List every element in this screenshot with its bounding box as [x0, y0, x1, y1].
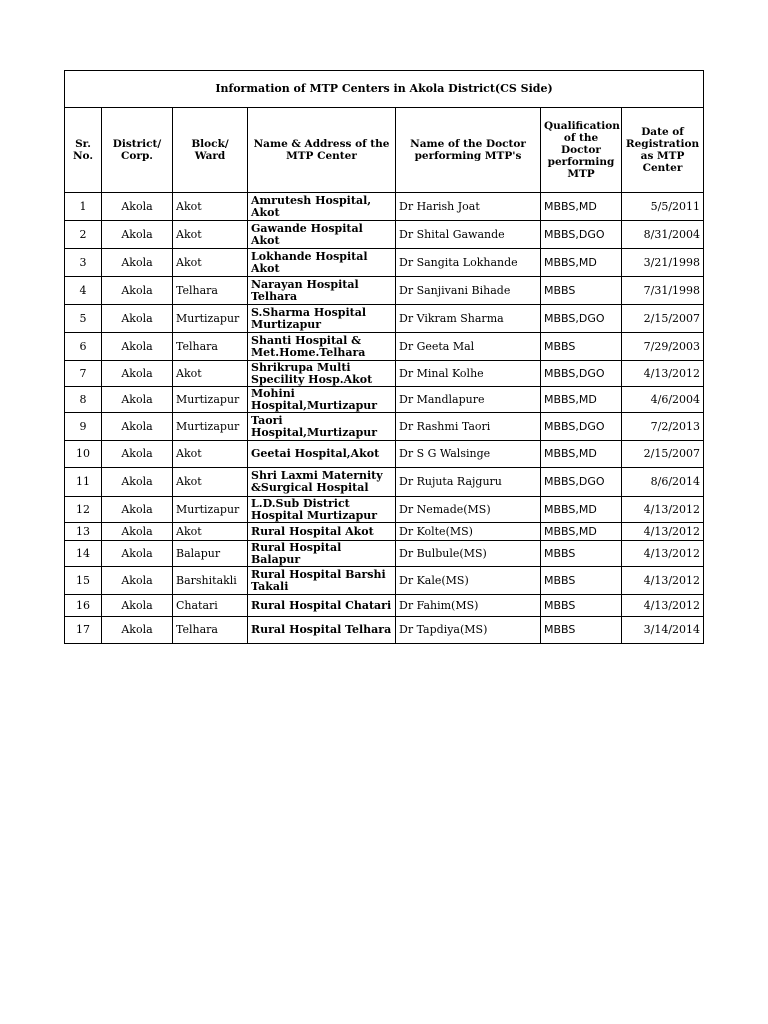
- cell-sr-no: 17: [65, 617, 102, 644]
- cell-center: S.Sharma Hospital Murtizapur: [248, 305, 396, 333]
- table-row: [65, 567, 704, 595]
- cell-center: Gawande Hospital Akot: [248, 221, 396, 249]
- cell-date: 3/21/1998: [622, 249, 704, 277]
- table-row: [65, 441, 704, 468]
- cell-sr-no: 8: [65, 387, 102, 413]
- cell-block: Telhara: [173, 277, 248, 305]
- cell-date: 8/6/2014: [622, 468, 704, 497]
- cell-sr-no: 14: [65, 541, 102, 567]
- cell-doctor: Dr Kale(MS): [396, 567, 541, 595]
- cell-district: Akola: [102, 221, 173, 249]
- cell-block: Akot: [173, 441, 248, 468]
- cell-doctor: Dr Kolte(MS): [396, 523, 541, 541]
- cell-date: 4/6/2004: [622, 387, 704, 413]
- cell-doctor: Dr Bulbule(MS): [396, 541, 541, 567]
- cell-block: Telhara: [173, 333, 248, 361]
- cell-center: Shri Laxmi Maternity &Surgical Hospital: [248, 468, 396, 497]
- cell-doctor: Dr Tapdiya(MS): [396, 617, 541, 644]
- table-row: [65, 387, 704, 413]
- table-row: [65, 595, 704, 617]
- cell-doctor: Dr Rashmi Taori: [396, 413, 541, 441]
- cell-date: 2/15/2007: [622, 305, 704, 333]
- cell-date: 7/2/2013: [622, 413, 704, 441]
- cell-sr-no: 12: [65, 497, 102, 523]
- cell-doctor: Dr Mandlapure: [396, 387, 541, 413]
- cell-block: Akot: [173, 193, 248, 221]
- cell-block: Akot: [173, 523, 248, 541]
- cell-district: Akola: [102, 305, 173, 333]
- cell-doctor: Dr Harish Joat: [396, 193, 541, 221]
- cell-sr-no: 6: [65, 333, 102, 361]
- cell-sr-no: 16: [65, 595, 102, 617]
- cell-district: Akola: [102, 468, 173, 497]
- cell-block: Akot: [173, 361, 248, 387]
- table-row: [65, 541, 704, 567]
- cell-center: Shrikrupa Multi Specility Hosp.Akot: [248, 361, 396, 387]
- cell-district: Akola: [102, 361, 173, 387]
- table-row: [65, 277, 704, 305]
- cell-qualification: MBBS,DGO: [541, 361, 622, 387]
- cell-qualification: MBBS,DGO: [541, 413, 622, 441]
- cell-center: Rural Hospital Balapur: [248, 541, 396, 567]
- cell-block: Murtizapur: [173, 387, 248, 413]
- table-title: Information of MTP Centers in Akola District(CS Side): [65, 71, 704, 108]
- cell-district: Akola: [102, 413, 173, 441]
- cell-doctor: Dr Sanjivani Bihade: [396, 277, 541, 305]
- cell-qualification: MBBS: [541, 277, 622, 305]
- cell-center: Taori Hospital,Murtizapur: [248, 413, 396, 441]
- cell-district: Akola: [102, 567, 173, 595]
- header-center: Name & Address of the MTP Center: [248, 108, 396, 193]
- cell-sr-no: 1: [65, 193, 102, 221]
- cell-date: 3/14/2014: [622, 617, 704, 644]
- cell-district: Akola: [102, 595, 173, 617]
- cell-qualification: MBBS: [541, 567, 622, 595]
- cell-qualification: MBBS,DGO: [541, 468, 622, 497]
- table-row: [65, 221, 704, 249]
- cell-block: Balapur: [173, 541, 248, 567]
- cell-district: Akola: [102, 193, 173, 221]
- cell-block: Barshitakli: [173, 567, 248, 595]
- cell-qualification: MBBS,MD: [541, 497, 622, 523]
- cell-district: Akola: [102, 387, 173, 413]
- cell-qualification: MBBS: [541, 541, 622, 567]
- cell-sr-no: 15: [65, 567, 102, 595]
- cell-date: 7/31/1998: [622, 277, 704, 305]
- header-doctor: Name of the Doctor performing MTP's: [396, 108, 541, 193]
- cell-sr-no: 5: [65, 305, 102, 333]
- cell-doctor: Dr Rujuta Rajguru: [396, 468, 541, 497]
- cell-doctor: Dr Fahim(MS): [396, 595, 541, 617]
- table-row: [65, 249, 704, 277]
- table-row: [65, 523, 704, 541]
- cell-date: 8/31/2004: [622, 221, 704, 249]
- cell-block: Murtizapur: [173, 497, 248, 523]
- mtp-centers-table: [64, 70, 704, 644]
- header-sr-no: Sr. No.: [65, 108, 102, 193]
- cell-date: 7/29/2003: [622, 333, 704, 361]
- cell-date: 4/13/2012: [622, 361, 704, 387]
- cell-qualification: MBBS,MD: [541, 441, 622, 468]
- table-row: [65, 305, 704, 333]
- header-qualification: Qualification of the Doctor performing MTP: [541, 108, 622, 193]
- table-row: [65, 361, 704, 387]
- cell-center: Shanti Hospital & Met.Home.Telhara: [248, 333, 396, 361]
- cell-qualification: MBBS,MD: [541, 523, 622, 541]
- cell-block: Murtizapur: [173, 413, 248, 441]
- cell-center: Rural Hospital Chatari: [248, 595, 396, 617]
- cell-doctor: Dr S G Walsinge: [396, 441, 541, 468]
- cell-block: Chatari: [173, 595, 248, 617]
- cell-center: Mohini Hospital,Murtizapur: [248, 387, 396, 413]
- cell-sr-no: 7: [65, 361, 102, 387]
- cell-district: Akola: [102, 541, 173, 567]
- cell-qualification: MBBS: [541, 595, 622, 617]
- cell-sr-no: 9: [65, 413, 102, 441]
- cell-doctor: Dr Geeta Mal: [396, 333, 541, 361]
- cell-center: Rural Hospital Telhara: [248, 617, 396, 644]
- header-row: [65, 108, 704, 193]
- cell-block: Akot: [173, 249, 248, 277]
- cell-center: Narayan Hospital Telhara: [248, 277, 396, 305]
- cell-qualification: MBBS: [541, 617, 622, 644]
- cell-sr-no: 10: [65, 441, 102, 468]
- header-date: Date of Registration as MTP Center: [622, 108, 704, 193]
- header-district: District/ Corp.: [102, 108, 173, 193]
- table-row: [65, 193, 704, 221]
- cell-sr-no: 2: [65, 221, 102, 249]
- cell-qualification: MBBS: [541, 333, 622, 361]
- cell-district: Akola: [102, 617, 173, 644]
- cell-qualification: MBBS,MD: [541, 193, 622, 221]
- cell-qualification: MBBS,MD: [541, 387, 622, 413]
- cell-date: 5/5/2011: [622, 193, 704, 221]
- cell-block: Akot: [173, 468, 248, 497]
- cell-qualification: MBBS,MD: [541, 249, 622, 277]
- cell-district: Akola: [102, 277, 173, 305]
- cell-district: Akola: [102, 249, 173, 277]
- cell-center: L.D.Sub District Hospital Murtizapur: [248, 497, 396, 523]
- cell-center: Lokhande Hospital Akot: [248, 249, 396, 277]
- cell-date: 4/13/2012: [622, 595, 704, 617]
- table-row: [65, 333, 704, 361]
- cell-sr-no: 11: [65, 468, 102, 497]
- cell-district: Akola: [102, 523, 173, 541]
- cell-district: Akola: [102, 333, 173, 361]
- table-body: [65, 193, 704, 644]
- table-row: [65, 617, 704, 644]
- header-block: Block/ Ward: [173, 108, 248, 193]
- cell-district: Akola: [102, 441, 173, 468]
- cell-block: Akot: [173, 221, 248, 249]
- cell-doctor: Dr Shital Gawande: [396, 221, 541, 249]
- cell-date: 4/13/2012: [622, 567, 704, 595]
- cell-date: 2/15/2007: [622, 441, 704, 468]
- table-row: [65, 468, 704, 497]
- cell-doctor: Dr Minal Kolhe: [396, 361, 541, 387]
- cell-doctor: Dr Nemade(MS): [396, 497, 541, 523]
- cell-doctor: Dr Vikram Sharma: [396, 305, 541, 333]
- cell-center: Geetai Hospital,Akot: [248, 441, 396, 468]
- cell-center: Rural Hospital Barshi Takali: [248, 567, 396, 595]
- cell-qualification: MBBS,DGO: [541, 305, 622, 333]
- cell-center: Amrutesh Hospital, Akot: [248, 193, 396, 221]
- cell-sr-no: 13: [65, 523, 102, 541]
- table-row: [65, 413, 704, 441]
- cell-sr-no: 4: [65, 277, 102, 305]
- cell-district: Akola: [102, 497, 173, 523]
- cell-block: Murtizapur: [173, 305, 248, 333]
- table-row: [65, 497, 704, 523]
- cell-sr-no: 3: [65, 249, 102, 277]
- cell-qualification: MBBS,DGO: [541, 221, 622, 249]
- cell-date: 4/13/2012: [622, 497, 704, 523]
- cell-block: Telhara: [173, 617, 248, 644]
- cell-center: Rural Hospital Akot: [248, 523, 396, 541]
- cell-doctor: Dr Sangita Lokhande: [396, 249, 541, 277]
- cell-date: 4/13/2012: [622, 523, 704, 541]
- cell-date: 4/13/2012: [622, 541, 704, 567]
